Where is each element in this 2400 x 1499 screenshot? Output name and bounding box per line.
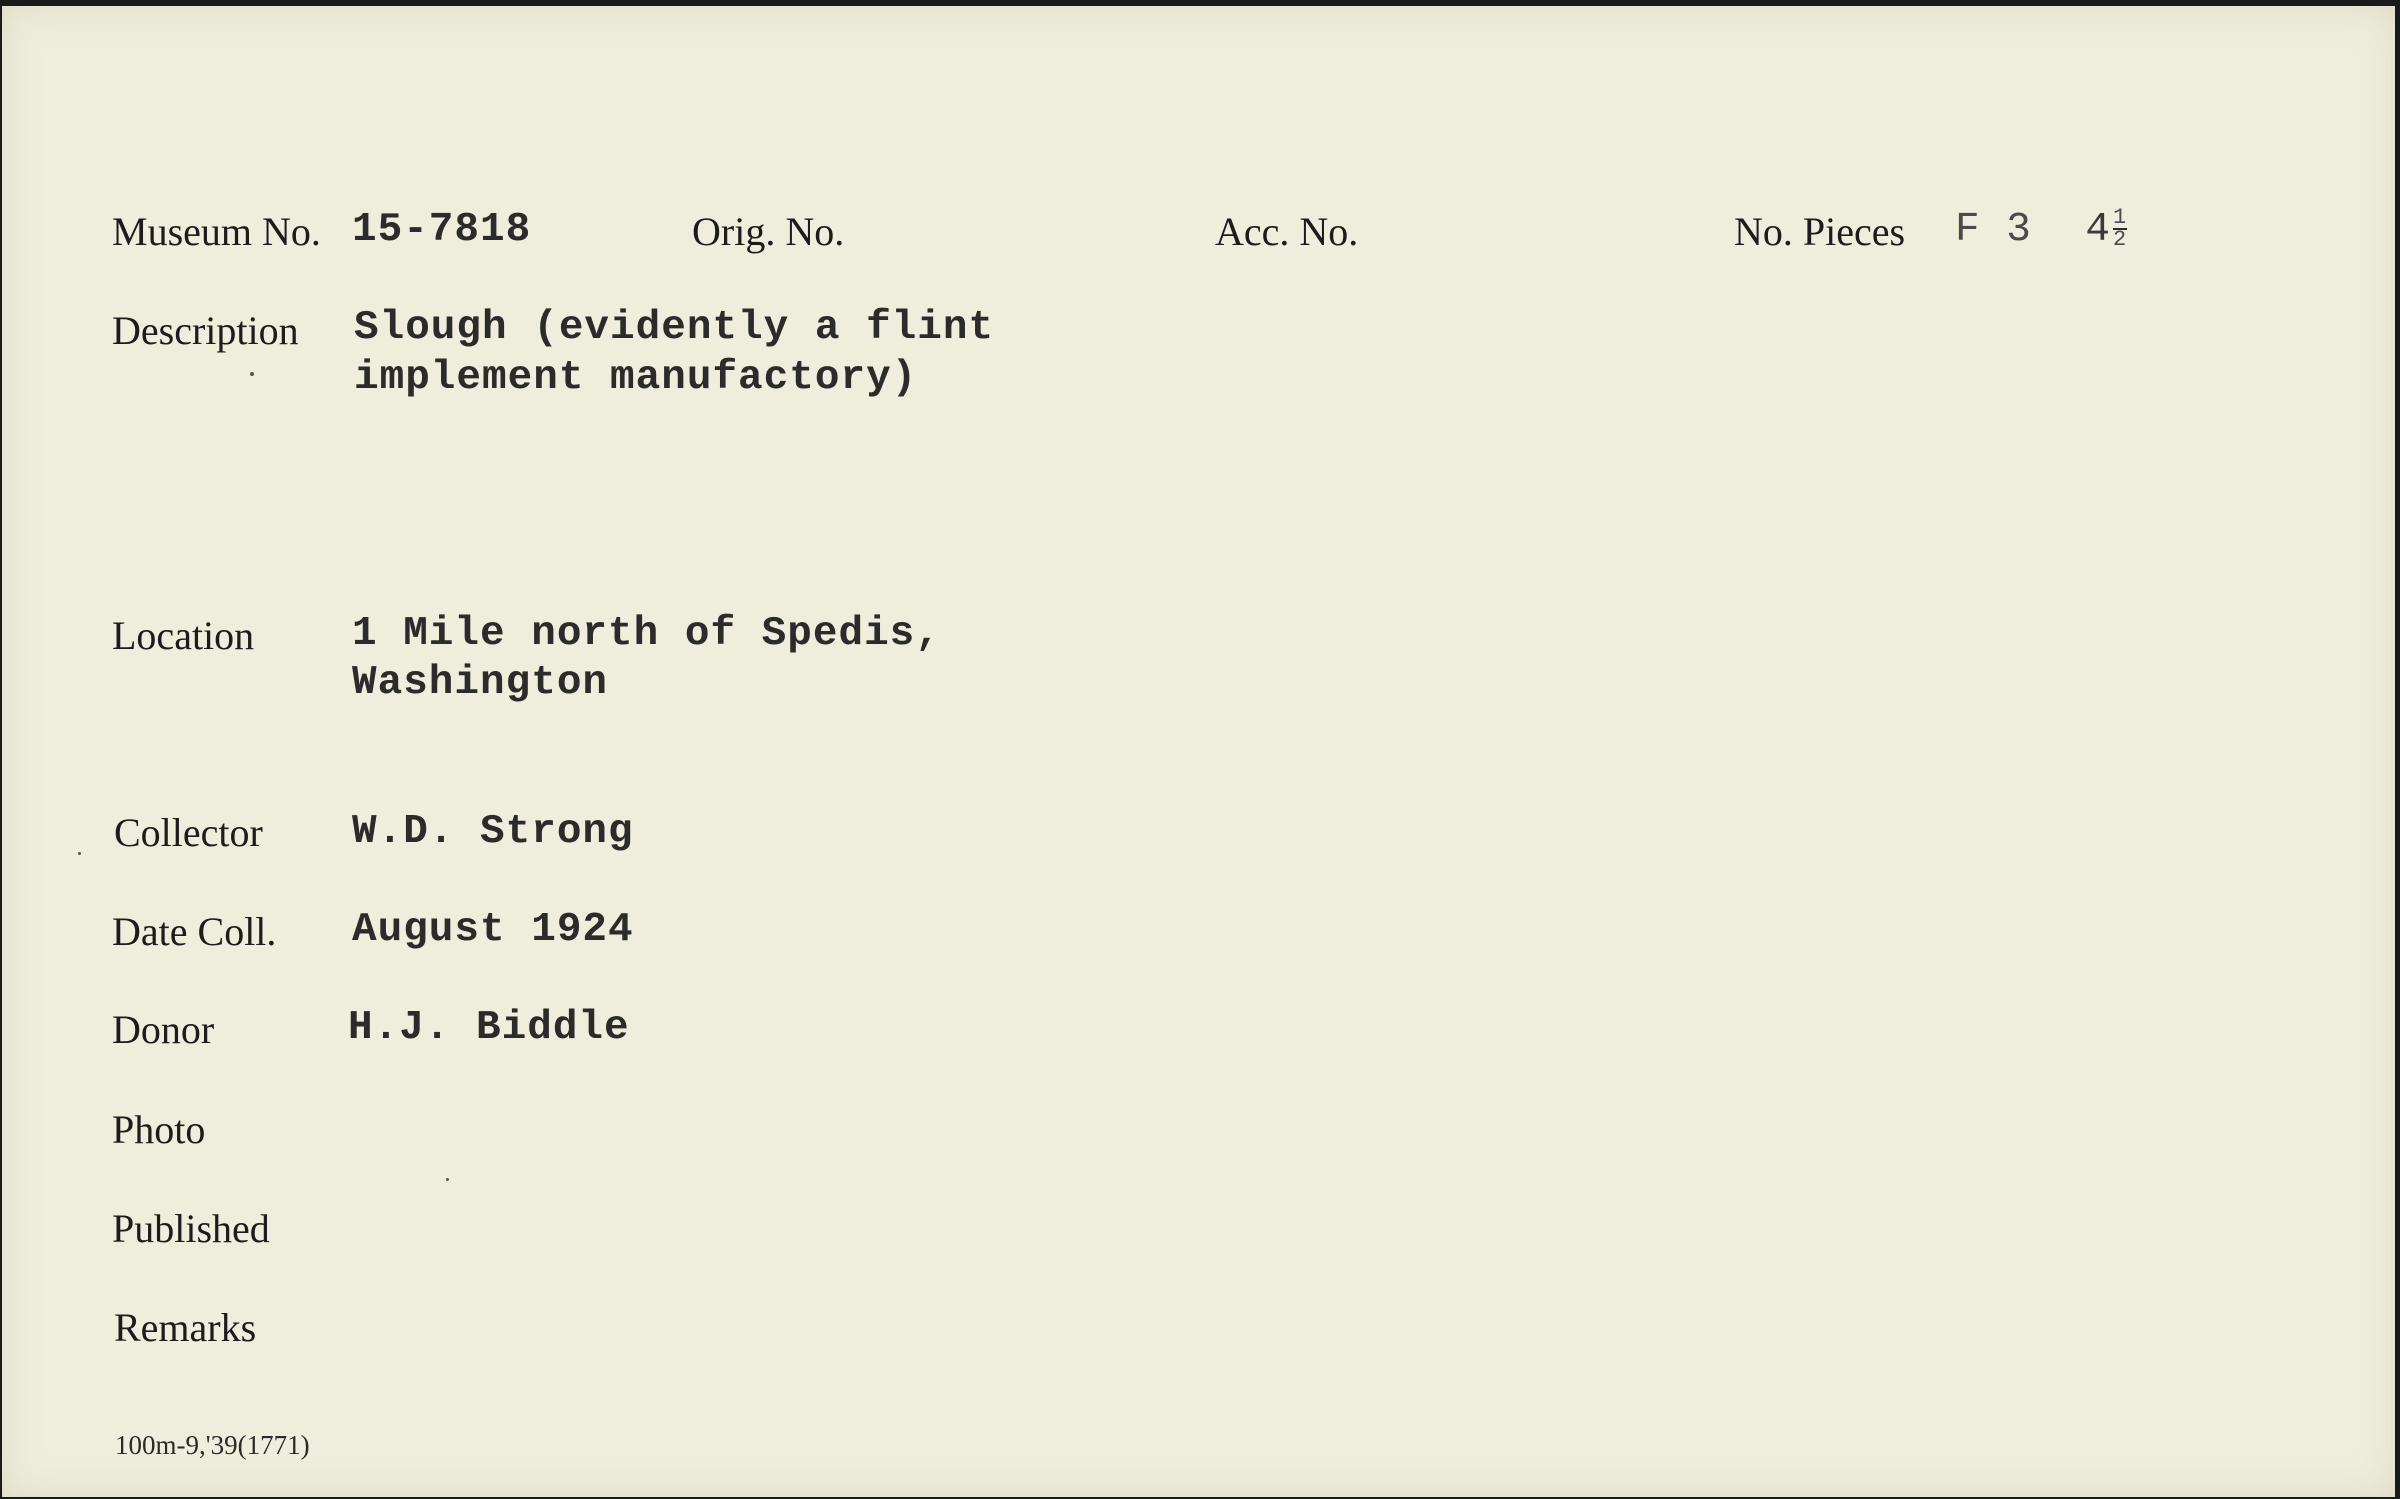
no-pieces-fraction <box>2113 205 2128 253</box>
paper-speck <box>446 1178 449 1181</box>
collector-label: Collector <box>114 810 263 855</box>
fraction-denominator: 2 <box>2113 227 2128 253</box>
museum-no-value: 15-7818 <box>352 207 532 253</box>
no-pieces-whole: 4 <box>2085 207 2112 253</box>
date-coll-value: August 1924 <box>352 907 634 953</box>
description-line-2: implement manufactory) <box>354 355 918 401</box>
date-coll-label: Date Coll. <box>112 909 277 954</box>
card-print-code: 100m-9,'39(1771) <box>115 1430 310 1460</box>
published-label: Published <box>112 1206 270 1251</box>
photo-label: Photo <box>112 1107 206 1152</box>
orig-no-label: Orig. No. <box>692 209 845 254</box>
donor-label: Donor <box>112 1007 215 1052</box>
catalog-card <box>2 6 2395 1497</box>
no-pieces-label: No. Pieces <box>1734 209 1906 254</box>
paper-speck <box>250 372 254 376</box>
fraction-numerator: 1 <box>2113 205 2128 231</box>
museum-no-label: Museum No. <box>112 209 321 254</box>
no-pieces-value <box>1955 206 2127 255</box>
acc-no-label: Acc. No. <box>1215 209 1359 254</box>
collector-value: W.D. Strong <box>352 809 634 855</box>
donor-value: H.J. Biddle <box>348 1005 630 1051</box>
description-label: Description <box>112 308 299 353</box>
location-line-1: 1 Mile north of Spedis, <box>352 611 941 657</box>
paper-speck <box>78 852 81 855</box>
no-pieces-prefix: F 3 <box>1955 207 2032 253</box>
remarks-label: Remarks <box>114 1305 257 1350</box>
description-line-1: Slough (evidently a flint <box>354 305 995 351</box>
location-line-2: Washington <box>352 660 609 706</box>
location-label: Location <box>112 613 255 658</box>
